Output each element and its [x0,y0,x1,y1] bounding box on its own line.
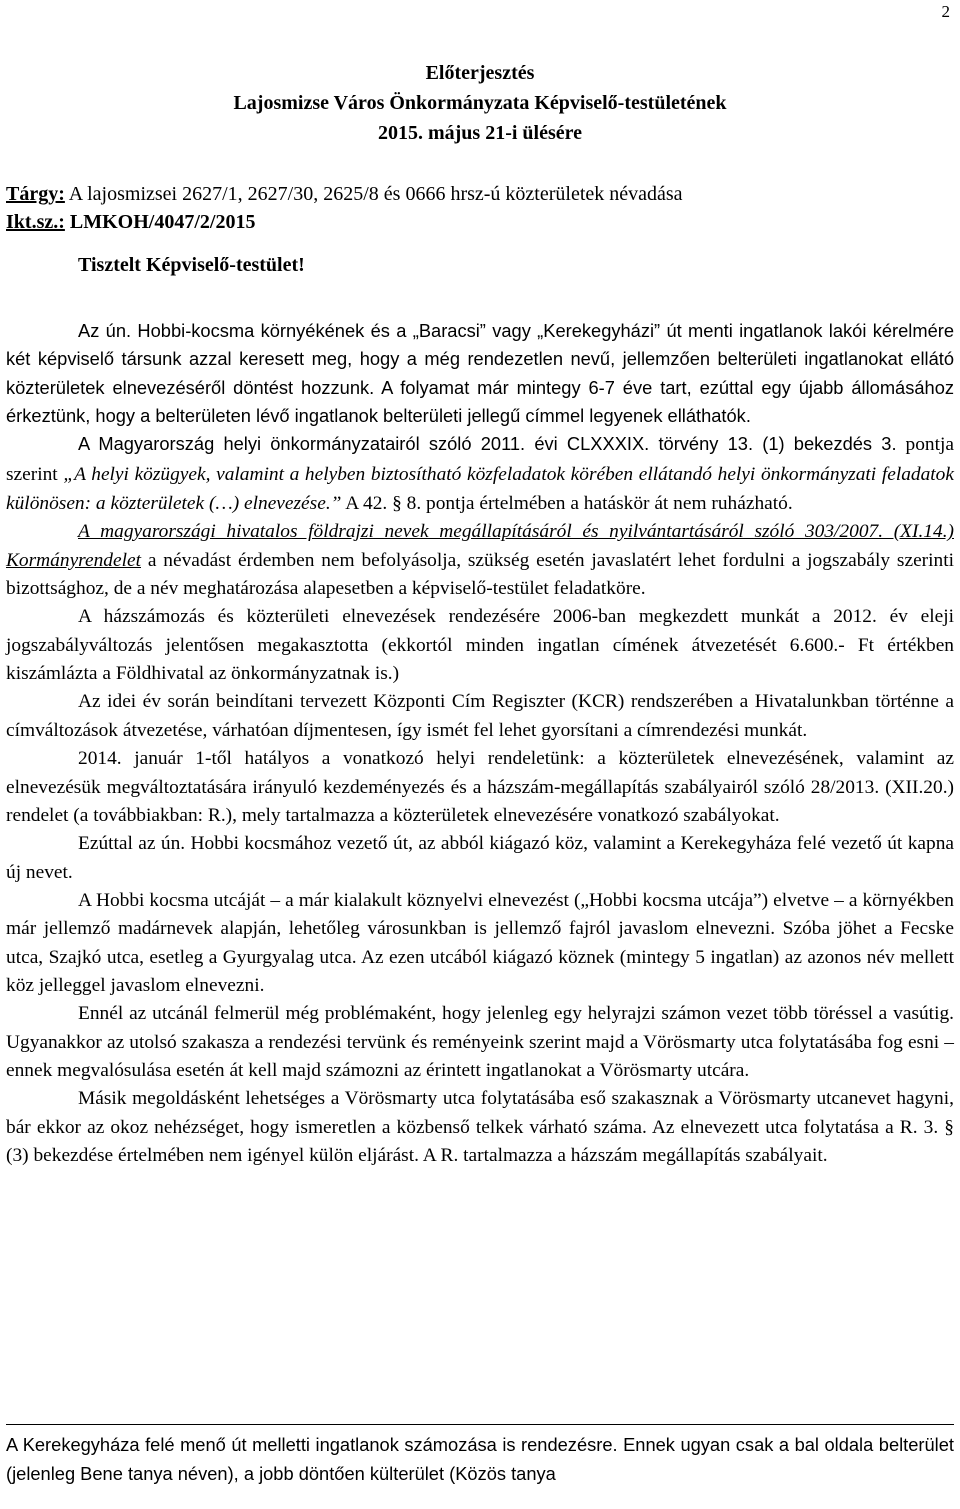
law-note: A 42. § 8. pontja értelmében a hatáskör át nem ruházható. [341,493,793,515]
paragraph-intro: Az ún. Hobbi-kocsma környékének és a „Baracsi” vagy „Kerekegyházi” út menti ingatlanok lakói kérelmére két képviselő társunk azzal keresett meg, hogy a még rendezetlen nevű, jellemzően belterületi ingatlanokat ellátó közterületek elnevezéséről döntést hozzunk. A folyamat már mintegy 6-7 éve tart, ezúttal egy újabb állomásához érkeztünk, hogy a belterületen lévő ingatlanok belterületi jellegű címmel legyenek elláthatók. [6,320,954,427]
paragraph-house-numbering: A házszámozás és közterületi elnevezések rendezésére 2006-ban megkezdett munkát a 2012. év eleji jogszabályváltozás jelentősen megakasztotta (ekkortól minden ingatlan címének átvezetését 6.600.- Ft értékben kiszámlázta a Földhivatal az önkormányzatnak is.) [6,606,954,685]
file-number-line [6,208,950,236]
salutation: Tisztelt Képviselő-testület! [78,254,305,276]
paragraph-law [6,430,954,518]
file-number-label: Ikt.sz.: [6,211,65,233]
page-number: 2 [941,2,950,21]
document-header [0,58,960,148]
paragraph-problem: Ennél az utcánál felmerül még problémaként, hogy jelenleg egy helyrajzi számon vezet több töréssel a vasútig. Ugyanakkor az utolsó szakasza a rendezési tervünk és reményeink szerint majd a Vörösmarty utca folytatásába fog esni – ennek megvalósulása esetén át kell majd számozni az érintett ingatlanokat a Vörösmarty utcára. [6,1003,954,1081]
decree-reference: A magyarországi hivatalos földrajzi nevek megállapításáról és nyilvántartásáról szóló 303/2007. (XI.14.) Kormányrendelet [6,521,954,571]
law-connector: pontja szerint [6,434,954,485]
file-number-value: LMKOH/4047/2/2015 [64,211,256,233]
law-reference: A Magyarország helyi önkormányzatairól szóló 2011. évi CLXXXIX. törvény 13. (1) bekezdés 3. [78,433,897,455]
subject-line [6,180,950,208]
document-body [6,317,954,1170]
document-type-title: Előterjesztés [425,62,535,84]
council-name: Lajosmizse Város Önkormányzata Képviselő-testületének [233,92,727,114]
subject-value: A lajosmizsei 2627/1, 2627/30, 2625/8 és 0666 hrsz-ú közterületek névadása [64,183,683,205]
law-quote: „A helyi közügyek, valamint a helyben biztosítható közfeladatok körében ellátandó helyi önkormányzati feladatok különösen: a közterületek (…) elnevezése.” [6,463,954,515]
meeting-date: 2015. május 21-i ülésére [377,122,583,144]
paragraph-decree [6,518,954,603]
paragraph-hobbi-street: A Hobbi kocsma utcáját – a már kialakult köznyelvi elnevezést („Hobbi kocsma utcája”) elvetve – a környékben már jellemző madárnevek alapján, lehetőleg városunkban is jellemző fajról javaslom elnevezni. Szóba jöhet a Fecske utca, Szajkó utca, esetleg a Gyurgyalag utca. Az ezen utcából kiágazó köznek (mintegy 5 ingatlan) az azonos név mellett köz jelleggel javaslom elnevezni. [6,889,954,996]
paragraph-local-regulation: 2014. január 1-től hatályos a vonatkozó helyi rendeletünk: a közterületek elnevezésének, valamint az elnevezésük megváltoztatására irányuló kezdeményezés és a házszám-megállapítás szabályairól szóló 28/2013. (XII.20.) rendelet (a továbbiakban: R.), mely tartalmazza a közterületek elnevezésére vonatkozó szabályokat. [6,748,954,826]
paragraph-alternative: Másik megoldásként lehetséges a Vörösmarty utca folytatásába eső szakasznak a Vörösmarty utcanevet hagyni, bár ekkor az okoz nehézséget, hogy ismeretlen a közbenső telkek várható száma. Az elnevezett utca folytatása a R. 3. § (3) bekezdése értelmében nem igényel külön eljárást. A R. tartalmazza a házszám megállapítás szabályait. [6,1088,954,1166]
paragraph-kcr: Az idei év során beindítani tervezett Központi Cím Regiszter (KCR) rendszerében a Hivatalunkban történne a címváltozások átvezetése, várhatóan díjmentesen, így ismét fel lehet gyorsítani a címrendezési munkát. [6,691,954,741]
decree-text: a névadást érdemben nem befolyásolja, szükség esetén javaslatért lehet fordulni a jogszabály szerinti bizottsághoz, de a név meghatározása alapesetben a képviselő-testület feladatköre. [6,549,954,600]
paragraph-new-names: Ezúttal az ún. Hobbi kocsmához vezető út, az abból kiágazó köz, valamint a Kerekegyháza felé vezető út kapna új nevet. [6,833,954,883]
document-meta [6,180,950,236]
paragraph-kerekegyhaza-road: A Kerekegyháza felé menő út melletti ingatlanok számozása is rendezésre. Ennek ugyan csak a bal oldala belterület (jelenleg Bene tanya néven), a jobb döntően külterület (Közös tanya [6,1424,954,1488]
subject-label: Tárgy: [6,183,65,205]
